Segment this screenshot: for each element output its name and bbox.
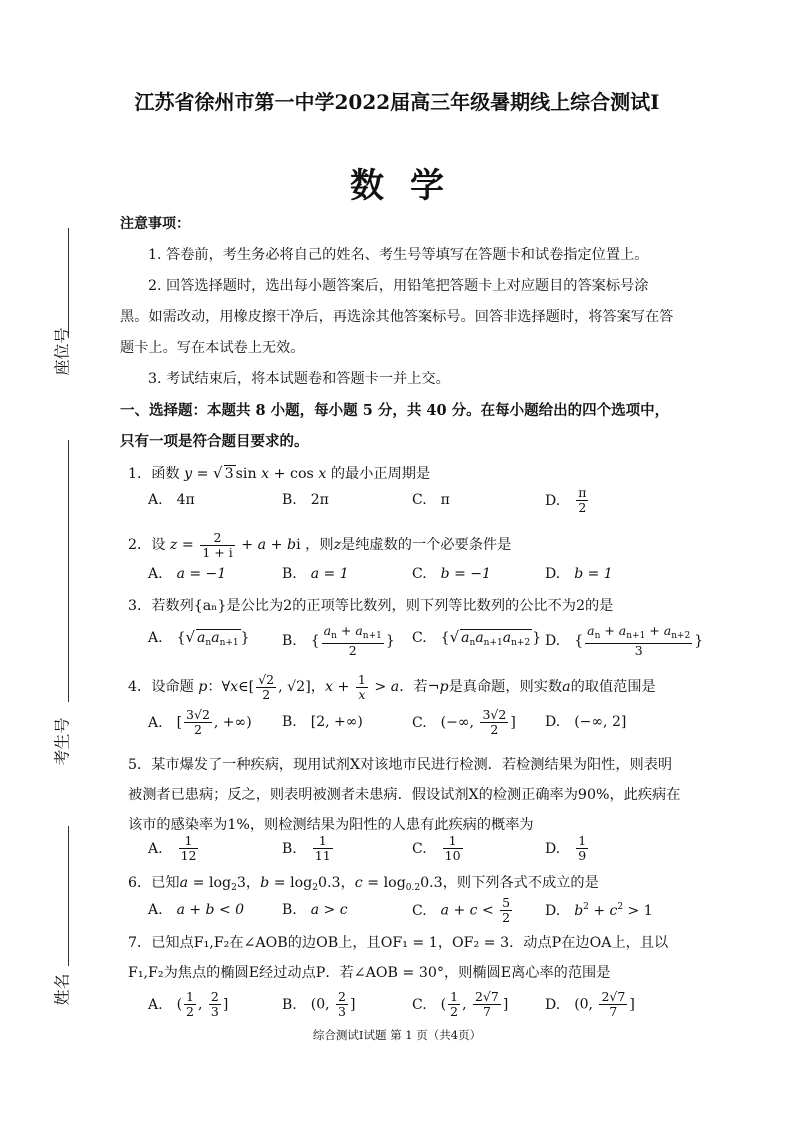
q3-option-c: C. {√ $a_na_{n+1}a_{n+2}$ } [412,628,541,651]
q3-option-d: D. { $\frac{a_n + a_{n+1} + a_{n+2}}{3}$ } [545,623,704,658]
question-6-stem: 6．已知$a = \log_23$，$b = \log_20.3$，$c = \log_{0.2}0.3$，则下列各式不成立的是 [128,875,599,893]
q1-option-d: D. $\frac{\pi}{2}$ [545,485,587,515]
q1-option-c: C. π [412,492,450,508]
exam-id-line [68,440,69,702]
q2-option-b: B. a = 1 [282,566,349,582]
notice-item-2: 2. 回答选择题时，选出每小题答案后，用铅笔把答题卡上对应题目的答案标号涂黑。如需改动，用橡皮擦干净后，再选涂其他答案标号。回答非选择题时，将答案写在答题卡上。写在本试卷上无效。 [120,278,674,356]
section-heading: 一、选择题：本题共 8 小题，每小题 5 分，共 40 分。在每小题给出的四个选项中，只有一项是符合题目要求的。 [120,402,670,450]
notice-item-1: 1. 答卷前，考生务必将自己的姓名、考生号等填写在答题卡和试卷指定位置上。 [148,247,649,263]
q3-option-a: A. {√ $a_na_{n+1}$ } [148,628,250,651]
q3-option-b: B. { $\frac{a_n + a_{n+1}}{2}$ } [282,623,395,658]
name-label: 姓名 [52,973,72,1006]
question-3-stem: 3．若数列{aₙ}是公比为2的正项等比数列，则下列等比数列的公比不为2的是 [128,598,614,614]
page-footer: 综合测试I试题 第 1 页（共4页） [312,1028,482,1042]
q5-option-c: C. $\frac{1}{10}$ [412,833,461,863]
question-5-options [148,834,708,866]
q1-option-b: B. 2π [282,492,329,508]
q4-option-a: A. [ $\frac{3√2}{2}$ , +∞) [148,707,252,737]
q1-formula: y = √ 3 sin x + cos x [184,464,327,482]
q2-option-d: D. b = 1 [545,566,613,582]
q4-option-c: C. (−∞, $\frac{3√2}{2}$ ] [412,707,516,737]
name-line [68,826,69,966]
q7-option-c: C. ( $\frac{1}{2}$ , $\frac{2√7}{7}$ ] [412,989,509,1019]
question-7-options [148,990,708,1022]
q2-option-a: A. a = −1 [148,566,227,582]
q4-option-b: B. [2, +∞) [282,714,363,730]
q7-option-d: D. (0, $\frac{2√7}{7}$ ] [545,989,635,1019]
q6-option-d: D. $b^2 + c^2 > 1$ [545,902,653,919]
q5-option-b: B. $\frac{1}{11}$ [282,833,331,863]
q5-option-d: D. $\frac{1}{9}$ [545,833,587,863]
question-7-stem: 7．已知点F₁,F₂在∠AOB的边OB上，且OF₁ = 1，OF₂ = 3．动点P在边OA上，且以F₁,F₂为焦点的椭圆E经过动点P．若∠AOB = 30°，则椭圆E离心率的范围是 [128,935,669,981]
question-5-stem: 5．某市爆发了一种疾病，现用试剂X对该地市民进行检测．若检测结果为阳性，则表明被测者已患病；反之，则表明被测者未患病．假设试剂X的检测正确率为90%，此疾病在该市的感染率为1%，则检测结果为阳性的人患有此疾病的概率为 [128,757,681,833]
q6-option-a: A. a + b < 0 [148,902,245,918]
question-4-stem: 4．设命题 p：∀x∈[ $\frac{√2}{2}$ , √2]，x + $\frac{1}{x}$ > a．若¬p是真命题，则实数a的取值范围是 [128,671,656,702]
seat-label: 座位号 [52,327,72,376]
question-2-stem: 2．设 z = $\frac{2}{1 + i}$ + a + bi ，则z是纯虚数的一个必要条件是 [128,529,512,560]
q2-option-c: C. b = −1 [412,566,491,582]
q6-option-b: B. a > c [282,902,348,918]
q6-option-c: C. a + c < $\frac{5}{2}$ [412,895,511,925]
q1-option-a: A. 4π [148,492,195,508]
notice-item-3: 3. 考试结束后，将本试题卷和答题卡一并上交。 [148,371,450,387]
question-4-options [148,707,708,746]
q7-option-b: B. (0, $\frac{2}{3}$ ] [282,989,356,1019]
q7-option-a: A. ( $\frac{1}{2}$ , $\frac{2}{3}$ ] [148,989,229,1019]
q5-option-a: A. $\frac{1}{12}$ [148,833,197,863]
exam-id-label: 考生号 [52,717,72,766]
subject-title: 数学 [350,166,470,206]
question-1-stem: 1．函数 y = √ 3 sin x + cos x 的最小正周期是 [128,464,431,482]
question-1-options [148,485,708,524]
question-3-options [148,623,708,660]
exam-title: 江苏省徐州市第一中学2022届高三年级暑期线上综合测试I [134,90,660,114]
q4-option-d: D. (−∞, 2] [545,714,627,730]
notice-heading: 注意事项： [120,216,190,232]
